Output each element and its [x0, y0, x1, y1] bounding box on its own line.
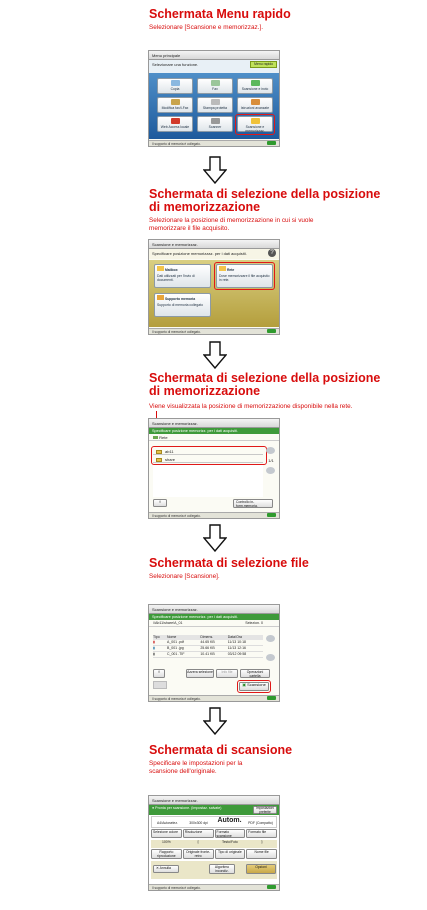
current-resolution: 300x300 dpi	[189, 821, 208, 825]
memory-media-label: Supporto memoria	[164, 297, 196, 301]
status-text: Il supporto di memoria è collegato.	[152, 142, 201, 146]
options-button[interactable]: Opzioni	[246, 864, 276, 874]
path-bar	[149, 620, 279, 627]
down-arrow-icon	[203, 524, 227, 552]
current-color: A4/Autoselez.	[157, 821, 178, 825]
tile-secure-print[interactable]	[197, 97, 233, 113]
current-original-type: Testo/Foto	[221, 840, 238, 844]
file-time: 10:18	[237, 640, 246, 644]
file-format-button[interactable]: Formato file	[246, 829, 277, 838]
step-title: Schermata di scansione	[149, 743, 293, 757]
file-size: 25.66 KB	[200, 646, 215, 650]
close-icon: ✕	[156, 866, 159, 870]
step-instruction: Selezionare [Scansione].	[149, 573, 220, 580]
info-icon: ●	[152, 806, 155, 810]
down-arrow-icon	[203, 707, 227, 735]
step-5	[0, 744, 427, 776]
scrollbar[interactable]	[266, 447, 276, 497]
window-title: Scansione e memorizzaz.	[152, 242, 198, 247]
location-bar	[149, 434, 279, 441]
scan-icon: ▣	[242, 682, 246, 687]
current-scan-size: Autom.	[217, 817, 242, 824]
tile-label: Scansione e memorizzaz.	[245, 125, 265, 133]
step-instruction-line: Selezionare la posizione di memorizzazione in cui si vuole	[149, 217, 314, 224]
file-name-button[interactable]: Nome file	[246, 849, 277, 859]
tile-label: Fax	[212, 87, 218, 91]
tile-scanner[interactable]	[197, 116, 233, 132]
prompt-bar	[149, 805, 279, 815]
step-title-line: Schermata di selezione della posizione	[149, 371, 381, 385]
network-location-screen	[148, 418, 280, 519]
tile-copia[interactable]	[157, 78, 193, 94]
fax-edit-icon	[171, 99, 180, 105]
status-text: Il supporto di memoria è collegato.	[152, 697, 201, 701]
cancel-button[interactable]	[153, 865, 179, 873]
fax-icon	[211, 80, 220, 86]
status-button[interactable]	[267, 696, 276, 700]
scroll-up-icon[interactable]	[266, 635, 275, 642]
duplex-icon: ▯	[197, 840, 200, 844]
scan-send-icon	[251, 80, 260, 86]
disabled-button	[153, 681, 167, 689]
settings-row-3	[151, 849, 277, 859]
screen-prompt: Pronta per scansione. (Impostaz. salvate)	[155, 806, 222, 810]
table-row[interactable]	[153, 652, 263, 658]
help-icon[interactable]: ?	[268, 249, 276, 257]
file-time: 12:16	[237, 646, 246, 650]
list-item-label: share	[165, 457, 176, 462]
window-titlebar	[149, 796, 279, 805]
status-bar	[149, 512, 279, 518]
cancel-label: Annulla	[159, 866, 171, 870]
tile-fax-edit[interactable]	[157, 97, 193, 113]
duplex-button[interactable]: Originale fronte-retro	[183, 849, 214, 859]
column-header[interactable]: Data/Ora	[227, 635, 242, 639]
tile-label: Scansione e invio	[241, 87, 269, 91]
pdf-file-icon: ▮	[153, 640, 155, 644]
scroll-down-icon[interactable]	[266, 654, 275, 661]
ratio-button[interactable]: Rapporto riproduzione	[151, 849, 182, 859]
file-time: 09:58	[237, 652, 247, 656]
step-instruction: Selezionare [Scansione e memorizzaz.].	[149, 24, 264, 31]
highlight-box	[151, 446, 267, 465]
file-date: 11/13	[227, 646, 237, 650]
mailbox-button[interactable]	[154, 264, 211, 288]
menu-screen	[148, 50, 280, 147]
window-titlebar	[149, 419, 279, 428]
mailbox-icon	[157, 266, 164, 271]
current-ratio: 100%	[162, 840, 171, 844]
step-instruction-line: Specificare le impostazioni per la	[149, 760, 243, 767]
web-icon	[171, 118, 180, 124]
highlight-box	[237, 680, 271, 693]
screen-prompt: Selezionare una funzione.	[152, 62, 199, 67]
scan-settings-screen	[148, 795, 280, 891]
path-label: \\Ab11\share\A_01	[153, 621, 183, 625]
step-title-line: Schermata di selezione della posizione	[149, 187, 381, 201]
tile-label: Modifica fax/I-Fax	[161, 106, 189, 110]
step-title	[149, 372, 427, 398]
memory-media-description: Supporto di memoria collegato	[157, 303, 203, 307]
scroll-up-icon[interactable]	[266, 447, 275, 454]
step-instruction: Viene visualizzata la posizione di memorizzazione disponibile nella rete.	[149, 403, 353, 410]
up-folder-icon: ⇧	[158, 500, 162, 504]
window-titlebar	[149, 51, 279, 60]
screen-prompt: Specificare posizione memorizz. per i dati acquisiti.	[149, 614, 279, 620]
status-button[interactable]	[267, 513, 276, 517]
up-folder-icon: ⇧	[157, 670, 161, 674]
window-title: Scansione e memorizzaz.	[152, 607, 198, 612]
location-label: Rete	[159, 435, 168, 440]
bottom-panel	[151, 861, 277, 879]
status-button[interactable]	[267, 141, 276, 145]
page-counter: 1/1	[268, 458, 274, 463]
step-3	[0, 372, 427, 411]
tile-label: Istruzioni avanzate	[240, 106, 270, 110]
scroll-down-icon[interactable]	[266, 467, 275, 474]
file-info-button[interactable]: Info file	[216, 669, 238, 678]
folder-operations-button[interactable]: Operazioni cartella	[240, 669, 270, 678]
file-size: 10.41 KB	[200, 652, 215, 656]
quick-menu-badge[interactable]: Menu rapido	[250, 61, 277, 68]
copy-icon	[171, 80, 180, 86]
scan-button-label: Scansione	[247, 682, 266, 687]
algorithm-button[interactable]: Algoritmo incondiz.	[209, 864, 235, 874]
back-button[interactable]	[153, 499, 167, 507]
list-item-label: ab11	[165, 449, 174, 454]
box-icon	[251, 99, 260, 105]
current-file-format: PDF (Compatto)	[248, 821, 273, 825]
down-arrow-icon	[203, 156, 227, 184]
status-text: Il supporto di memoria è collegato.	[152, 514, 201, 518]
column-header[interactable]: Nome	[167, 635, 177, 639]
tile-label: Scanner	[208, 125, 222, 129]
tile-fax[interactable]	[197, 78, 233, 94]
selected-count: Selezion. 0	[245, 621, 263, 625]
tile-label: Stampa protetta	[202, 106, 228, 110]
tile-web-access[interactable]	[157, 116, 193, 132]
screen-prompt: Specificare posizione memorizz. per i dati acquisiti.	[149, 428, 279, 434]
status-bar	[149, 328, 279, 334]
screen-prompt: Specificare posizione memorizzaz. per i dati acquisiti.	[152, 251, 247, 256]
tile-label: Copia	[170, 87, 180, 91]
option-area	[149, 260, 279, 327]
step-title: Schermata di selezione file	[149, 556, 309, 570]
status-button[interactable]	[267, 329, 276, 333]
color-select-button[interactable]: Selezione colore	[151, 829, 182, 838]
settings-row-1	[151, 829, 277, 838]
list-empty-area	[153, 465, 263, 497]
highlight-box	[214, 262, 275, 290]
memory-card-icon	[157, 295, 164, 300]
clear-selection-button[interactable]: Azzera selezione	[186, 669, 214, 678]
down-arrow-icon	[203, 341, 227, 369]
window-title: Scansione e memorizzaz.	[152, 421, 198, 426]
resolution-button[interactable]: Risoluzione	[183, 829, 214, 838]
status-text: Il supporto di memoria è collegato.	[152, 330, 201, 334]
file-date: 11/13	[227, 640, 237, 644]
step-title-line: di memorizzazione	[149, 384, 261, 398]
file-name: A_001 .pdf	[167, 640, 184, 644]
network-description: Dove memorizzare il file acquisito in rete.	[219, 274, 270, 282]
mailbox-label: Mailbox	[164, 268, 178, 272]
step-title	[149, 188, 427, 214]
current-settings	[151, 816, 277, 828]
network-label: Rete	[226, 268, 235, 272]
back-button[interactable]	[153, 669, 165, 678]
scanner-icon	[211, 118, 220, 124]
step-instruction-line: scansione dell'originale.	[149, 768, 217, 775]
status-button[interactable]	[267, 885, 276, 889]
status-bar	[149, 884, 279, 890]
step-instruction-line: memorizzare il file acquisito.	[149, 225, 230, 232]
file-date: 03/12	[227, 652, 237, 656]
settings-row-2	[151, 840, 277, 848]
window-titlebar	[149, 605, 279, 614]
tile-advanced[interactable]	[237, 97, 273, 113]
column-header[interactable]: Tipo	[153, 635, 160, 639]
file-table	[153, 635, 263, 658]
file-name: B_001 .jpg	[167, 646, 184, 650]
tile-area	[149, 73, 279, 139]
scrollbar[interactable]	[266, 635, 276, 669]
network-icon	[153, 436, 158, 439]
file-date-cell	[228, 652, 263, 658]
favorite-settings-button[interactable]: Impostazioni preferite	[253, 806, 277, 814]
step-instruction	[149, 760, 427, 776]
memory-media-button[interactable]	[154, 293, 211, 317]
status-text: Il supporto di memoria è collegato.	[152, 886, 201, 890]
step-1	[0, 8, 427, 32]
mailbox-description: Dati utilizzati per l'invio di documenti.	[157, 274, 195, 282]
tile-scan-send[interactable]	[237, 78, 273, 94]
step-4	[0, 557, 427, 581]
step-title-line: di memorizzazione	[149, 200, 261, 214]
window-title: Menu principale	[152, 53, 181, 58]
tile-label: Web Access locale	[160, 125, 190, 129]
column-header[interactable]: Dimens.	[200, 635, 214, 639]
file-name: C_001 .TIF	[167, 652, 185, 656]
location-screen	[148, 239, 280, 335]
file-select-screen	[148, 604, 280, 702]
highlight-box	[235, 114, 275, 135]
step-instruction	[149, 217, 427, 233]
scan-size-button[interactable]: Formato scansione	[215, 829, 246, 838]
memory-info-button[interactable]: Controllo in-form.memoria.	[233, 499, 273, 508]
step-title: Schermata Menu rapido	[149, 7, 291, 21]
print-icon	[211, 99, 220, 105]
step-2	[0, 188, 427, 233]
file-name-icon: ▯	[260, 840, 263, 844]
original-type-button[interactable]: Tipo di originale	[215, 849, 246, 859]
status-bar	[149, 140, 279, 146]
status-bar	[149, 695, 279, 701]
window-title: Scansione e memorizzaz.	[152, 798, 198, 803]
tif-file-icon: ▮	[153, 652, 155, 656]
window-titlebar	[149, 240, 279, 249]
image-file-icon: ▮	[153, 646, 155, 650]
file-size: 44.65 KB	[200, 640, 215, 644]
